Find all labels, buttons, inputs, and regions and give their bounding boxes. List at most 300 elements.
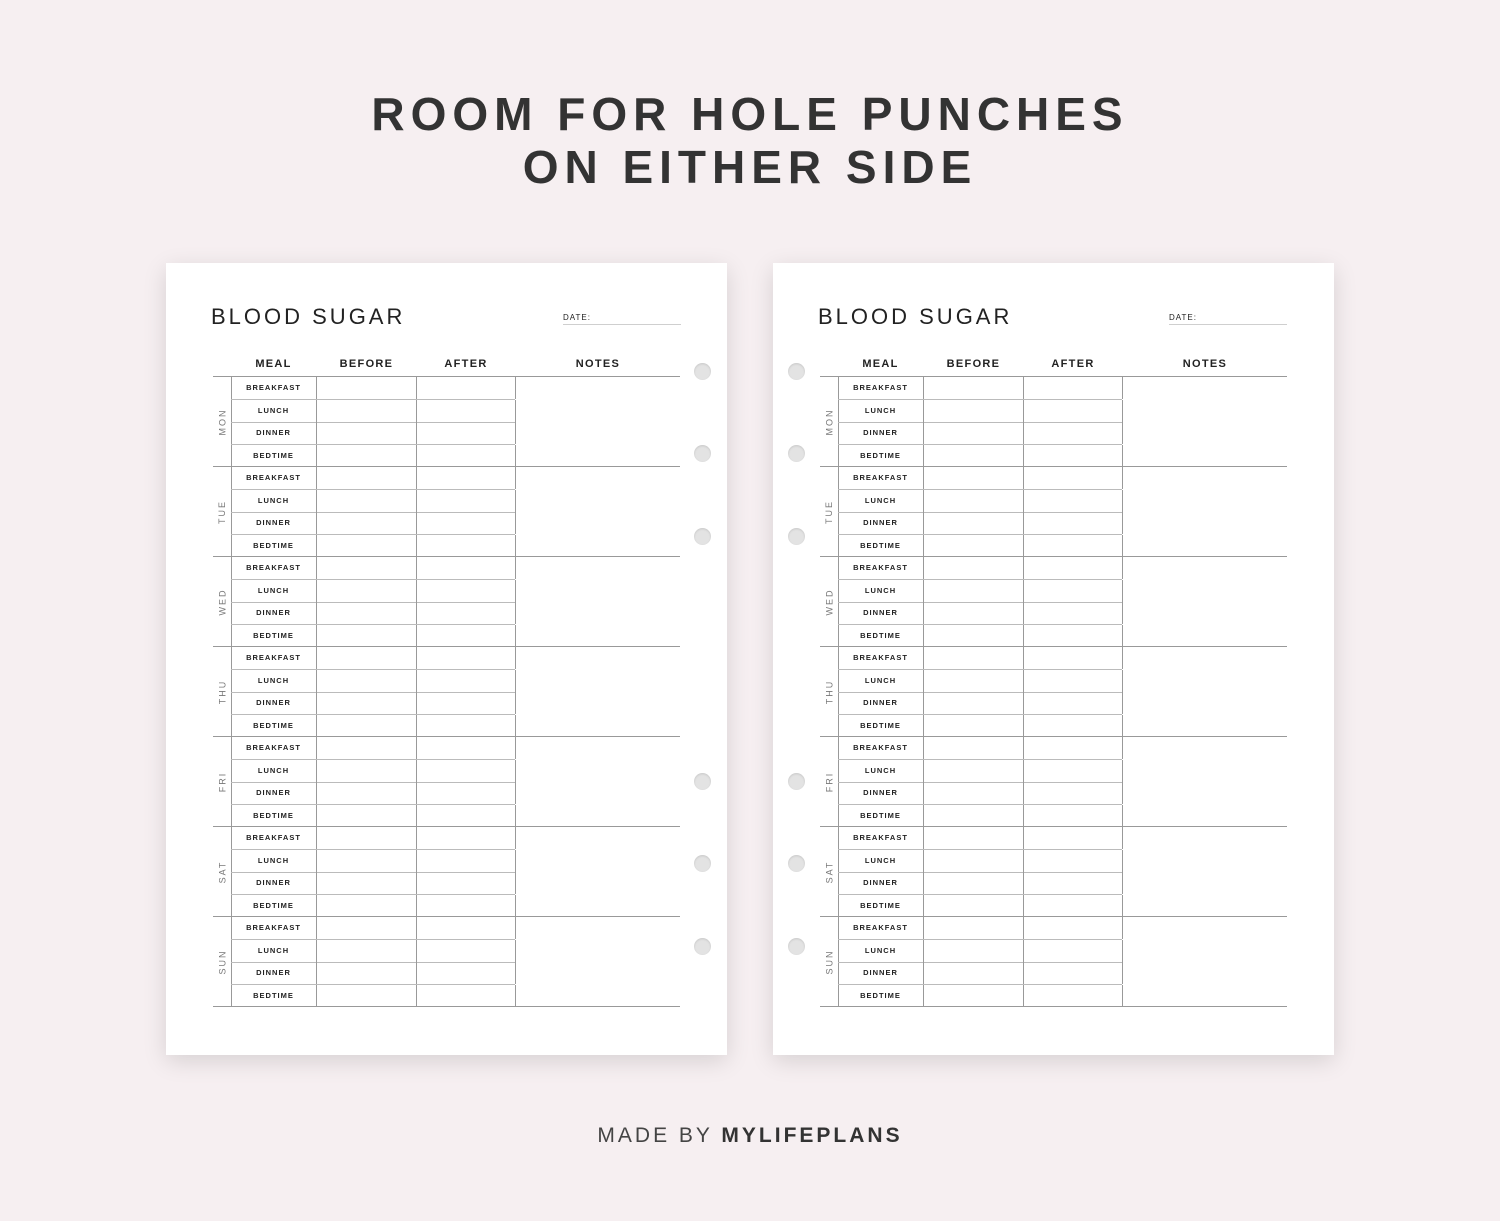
meal-name: LUNCH [231,940,317,962]
after-cell[interactable] [417,895,516,917]
after-cell[interactable] [417,940,516,962]
before-cell[interactable] [317,422,417,444]
after-cell[interactable] [417,850,516,872]
day-block-sun [820,917,1287,1007]
before-cell[interactable] [924,557,1024,579]
hole-punch-icon [788,855,805,872]
hole-punch-icon [788,445,805,462]
after-cell[interactable] [417,580,516,602]
after-cell[interactable] [1024,872,1123,894]
meal-name: BEDTIME [231,625,317,647]
meal-row [838,557,1122,580]
before-cell[interactable] [317,535,417,557]
before-cell[interactable] [924,962,1024,984]
meal-row [231,490,515,513]
footer-credit [0,1124,1500,1148]
after-cell[interactable] [1024,625,1123,647]
day-name: MON [217,408,227,435]
meal-name: BEDTIME [838,445,924,467]
after-cell[interactable] [417,670,516,692]
after-cell[interactable] [417,985,516,1007]
after-cell[interactable] [1024,490,1123,512]
meal-row [838,602,1122,625]
meal-name: BREAKFAST [231,647,317,669]
notes-cell[interactable] [1123,557,1287,646]
day-label [213,737,232,826]
before-cell[interactable] [317,985,417,1007]
meal-row [838,985,1122,1007]
date-field[interactable] [1169,313,1287,325]
column-header-after: AFTER [1051,358,1095,370]
before-cell[interactable] [924,602,1024,624]
before-cell[interactable] [924,625,1024,647]
day-name: SUN [217,948,228,975]
meal-name: LUNCH [231,490,317,512]
meal-name: BEDTIME [838,985,924,1007]
day-block-sat [820,827,1287,917]
day-block-wed [820,557,1287,647]
before-cell[interactable] [924,760,1024,782]
before-cell[interactable] [317,940,417,962]
after-cell[interactable] [1024,895,1123,917]
meal-row [231,535,515,557]
before-cell[interactable] [924,940,1024,962]
after-cell[interactable] [1024,850,1123,872]
before-cell[interactable] [924,737,1024,759]
hole-punch-icon [788,363,805,380]
after-cell[interactable] [417,400,516,422]
before-cell[interactable] [924,895,1024,917]
after-cell[interactable] [1024,647,1123,669]
before-cell[interactable] [924,535,1024,557]
after-cell[interactable] [1024,467,1123,489]
before-cell[interactable] [317,445,417,467]
before-cell[interactable] [924,445,1024,467]
before-cell[interactable] [317,602,417,624]
column-header-notes: NOTES [1182,358,1228,370]
meal-row [838,782,1122,805]
meal-row [838,962,1122,985]
before-cell[interactable] [317,467,417,489]
meal-row [838,670,1122,693]
meal-name: DINNER [838,782,924,804]
column-header-after: AFTER [444,358,488,370]
before-cell[interactable] [924,512,1024,534]
after-cell[interactable] [417,962,516,984]
before-cell[interactable] [317,850,417,872]
day-name: SAT [217,860,227,883]
meal-row [231,557,515,580]
notes-cell[interactable] [1123,827,1287,916]
meal-row [838,805,1122,827]
before-cell[interactable] [317,895,417,917]
meal-row [231,692,515,715]
meal-name: DINNER [838,422,924,444]
after-cell[interactable] [1024,377,1123,399]
day-name: WED [217,588,227,615]
after-cell[interactable] [417,512,516,534]
notes-cell[interactable] [1123,467,1287,556]
after-cell[interactable] [417,377,516,399]
after-cell[interactable] [1024,670,1123,692]
notes-cell[interactable] [1123,647,1287,736]
after-cell[interactable] [417,827,516,849]
before-cell[interactable] [924,782,1024,804]
after-cell[interactable] [1024,580,1123,602]
day-block-sat [213,827,680,917]
meal-name: LUNCH [838,490,924,512]
meal-row [231,827,515,850]
hole-punch-icon [694,445,711,462]
notes-cell[interactable] [516,647,680,736]
before-cell[interactable] [317,917,417,939]
after-cell[interactable] [1024,400,1123,422]
day-name: SAT [824,860,834,883]
before-cell[interactable] [317,670,417,692]
date-label: DATE: [1169,313,1197,322]
meal-row [838,512,1122,535]
before-cell[interactable] [317,692,417,714]
column-header-before: BEFORE [339,358,394,370]
meal-name: BREAKFAST [838,377,924,399]
meal-row [838,580,1122,603]
before-cell[interactable] [924,400,1024,422]
meal-name: DINNER [838,692,924,714]
day-label [820,557,839,646]
meal-name: BREAKFAST [838,557,924,579]
hole-punch-icon [788,528,805,545]
hole-punch-icon [788,938,805,955]
day-label [213,647,232,736]
after-cell[interactable] [417,872,516,894]
meal-name: BEDTIME [838,625,924,647]
before-cell[interactable] [317,512,417,534]
meal-name: LUNCH [231,760,317,782]
meal-row [838,895,1122,917]
after-cell[interactable] [417,715,516,737]
meal-name: DINNER [838,512,924,534]
day-block-wed [213,557,680,647]
before-cell[interactable] [924,422,1024,444]
meal-name: BREAKFAST [231,377,317,399]
meal-name: LUNCH [231,580,317,602]
column-header-meal: MEAL [862,358,899,370]
meal-row [231,445,515,467]
notes-cell[interactable] [516,557,680,646]
before-cell[interactable] [924,692,1024,714]
meal-name: LUNCH [231,850,317,872]
before-cell[interactable] [317,625,417,647]
meal-row [231,467,515,490]
meal-row [231,377,515,400]
before-cell[interactable] [924,715,1024,737]
day-name: WED [824,588,834,615]
before-cell[interactable] [317,400,417,422]
before-cell[interactable] [317,715,417,737]
meal-row [231,917,515,940]
column-header-meal: MEAL [255,358,292,370]
after-cell[interactable] [1024,782,1123,804]
before-cell[interactable] [317,872,417,894]
day-name: SUN [824,948,835,975]
meal-row [231,512,515,535]
footer-brand: MYLIFEPLANS [721,1124,903,1147]
meal-row [838,535,1122,557]
meal-row [838,692,1122,715]
meal-name: BREAKFAST [838,467,924,489]
meal-name: BEDTIME [838,535,924,557]
day-block-mon [213,377,680,467]
planner-sheet-left [166,263,727,1055]
after-cell[interactable] [417,490,516,512]
meal-row [838,377,1122,400]
meal-row [231,895,515,917]
meal-name: LUNCH [838,580,924,602]
meal-row [231,805,515,827]
notes-cell[interactable] [1123,917,1287,1006]
before-cell[interactable] [924,490,1024,512]
meal-name: LUNCH [838,850,924,872]
after-cell[interactable] [1024,737,1123,759]
before-cell[interactable] [317,580,417,602]
before-cell[interactable] [924,985,1024,1007]
before-cell[interactable] [317,962,417,984]
meal-name: BREAKFAST [838,917,924,939]
after-cell[interactable] [1024,602,1123,624]
meal-row [838,422,1122,445]
meal-row [838,850,1122,873]
meal-name: DINNER [838,872,924,894]
meal-row [838,737,1122,760]
day-name: TUE [824,499,834,524]
before-cell[interactable] [317,805,417,827]
meal-row [838,625,1122,647]
meal-name: DINNER [231,602,317,624]
before-cell[interactable] [924,872,1024,894]
before-cell[interactable] [924,377,1024,399]
after-cell[interactable] [1024,985,1123,1007]
day-name: TUE [217,499,227,524]
before-cell[interactable] [924,647,1024,669]
date-label: DATE: [563,313,591,322]
date-field[interactable] [563,313,681,325]
meal-name: LUNCH [838,400,924,422]
after-cell[interactable] [417,647,516,669]
day-block-tue [820,467,1287,557]
meal-name: BREAKFAST [838,647,924,669]
after-cell[interactable] [417,602,516,624]
before-cell[interactable] [317,760,417,782]
hole-punch-icon [694,855,711,872]
meal-row [231,782,515,805]
notes-cell[interactable] [516,467,680,556]
meal-name: LUNCH [838,760,924,782]
after-cell[interactable] [1024,962,1123,984]
meal-name: BREAKFAST [838,737,924,759]
meal-row [231,715,515,737]
headline-line-2: ON EITHER SIDE [522,141,978,193]
before-cell[interactable] [924,467,1024,489]
after-cell[interactable] [1024,805,1123,827]
after-cell[interactable] [417,467,516,489]
day-label [213,827,232,916]
day-block-thu [820,647,1287,737]
meal-name: DINNER [231,782,317,804]
meal-row [231,602,515,625]
meal-name: BREAKFAST [231,557,317,579]
after-cell[interactable] [417,805,516,827]
meal-row [838,940,1122,963]
before-cell[interactable] [317,557,417,579]
notes-cell[interactable] [1123,377,1287,466]
day-name: MON [824,408,834,435]
meal-name: BREAKFAST [231,467,317,489]
meal-name: BREAKFAST [231,917,317,939]
blood-sugar-grid [213,376,680,1007]
after-cell[interactable] [1024,557,1123,579]
meal-row [231,962,515,985]
meal-row [838,827,1122,850]
day-label [820,467,839,556]
day-name: FRI [217,771,227,792]
after-cell[interactable] [417,422,516,444]
meal-name: BEDTIME [838,715,924,737]
day-block-fri [213,737,680,827]
after-cell[interactable] [417,625,516,647]
day-label [820,737,839,826]
before-cell[interactable] [924,670,1024,692]
before-cell[interactable] [924,580,1024,602]
before-cell[interactable] [317,377,417,399]
after-cell[interactable] [417,445,516,467]
meal-name: DINNER [838,962,924,984]
day-label [820,917,839,1006]
meal-row [838,445,1122,467]
before-cell[interactable] [317,782,417,804]
meal-row [838,760,1122,783]
meal-name: DINNER [231,962,317,984]
day-block-thu [213,647,680,737]
before-cell[interactable] [317,490,417,512]
before-cell[interactable] [317,647,417,669]
hole-punch-icon [694,938,711,955]
after-cell[interactable] [1024,715,1123,737]
after-cell[interactable] [417,535,516,557]
meal-row [838,917,1122,940]
day-label [213,557,232,646]
day-name: THU [217,679,227,704]
meal-name: LUNCH [231,400,317,422]
after-cell[interactable] [1024,422,1123,444]
notes-cell[interactable] [516,377,680,466]
meal-name: BEDTIME [231,895,317,917]
meal-name: LUNCH [838,940,924,962]
meal-name: BEDTIME [231,445,317,467]
day-label [820,647,839,736]
notes-cell[interactable] [516,917,680,1006]
meal-name: LUNCH [838,670,924,692]
day-block-tue [213,467,680,557]
meal-row [838,400,1122,423]
blood-sugar-grid [820,376,1287,1007]
after-cell[interactable] [1024,827,1123,849]
meal-name: BEDTIME [231,805,317,827]
after-cell[interactable] [1024,512,1123,534]
before-cell[interactable] [924,917,1024,939]
after-cell[interactable] [1024,692,1123,714]
meal-name: BEDTIME [838,895,924,917]
after-cell[interactable] [1024,940,1123,962]
footer-prefix: MADE BY [597,1124,713,1147]
column-header-notes: NOTES [575,358,621,370]
after-cell[interactable] [417,557,516,579]
meal-row [231,940,515,963]
after-cell[interactable] [417,737,516,759]
day-name: THU [824,679,834,704]
after-cell[interactable] [417,692,516,714]
meal-row [231,670,515,693]
notes-cell[interactable] [516,737,680,826]
after-cell[interactable] [1024,760,1123,782]
day-label [820,827,839,916]
meal-name: DINNER [231,872,317,894]
meal-row [838,715,1122,737]
meal-row [231,872,515,895]
meal-name: LUNCH [231,670,317,692]
day-label [213,377,232,466]
meal-row [838,872,1122,895]
day-block-sun [213,917,680,1007]
meal-row [231,647,515,670]
day-label [213,467,232,556]
meal-name: BEDTIME [231,985,317,1007]
after-cell[interactable] [1024,535,1123,557]
meal-name: DINNER [231,512,317,534]
hole-punch-icon [694,363,711,380]
notes-cell[interactable] [1123,737,1287,826]
before-cell[interactable] [924,827,1024,849]
after-cell[interactable] [1024,917,1123,939]
meal-row [838,467,1122,490]
hole-punch-icon [694,528,711,545]
meal-name: BREAKFAST [231,827,317,849]
meal-row [838,490,1122,513]
after-cell[interactable] [1024,445,1123,467]
meal-name: BEDTIME [838,805,924,827]
planner-sheet-right [773,263,1334,1055]
meal-name: DINNER [838,602,924,624]
after-cell[interactable] [417,917,516,939]
meal-row [231,985,515,1007]
before-cell[interactable] [924,805,1024,827]
before-cell[interactable] [924,850,1024,872]
before-cell[interactable] [317,737,417,759]
after-cell[interactable] [417,782,516,804]
before-cell[interactable] [317,827,417,849]
sheet-title: BLOOD SUGAR [818,304,1013,329]
notes-cell[interactable] [516,827,680,916]
day-label [213,917,232,1006]
meal-name: DINNER [231,692,317,714]
day-label [820,377,839,466]
meal-row [231,625,515,647]
hole-punch-icon [788,773,805,790]
meal-name: DINNER [231,422,317,444]
after-cell[interactable] [417,760,516,782]
day-name: FRI [824,771,834,792]
meal-row [838,647,1122,670]
sheet-title: BLOOD SUGAR [211,304,406,329]
